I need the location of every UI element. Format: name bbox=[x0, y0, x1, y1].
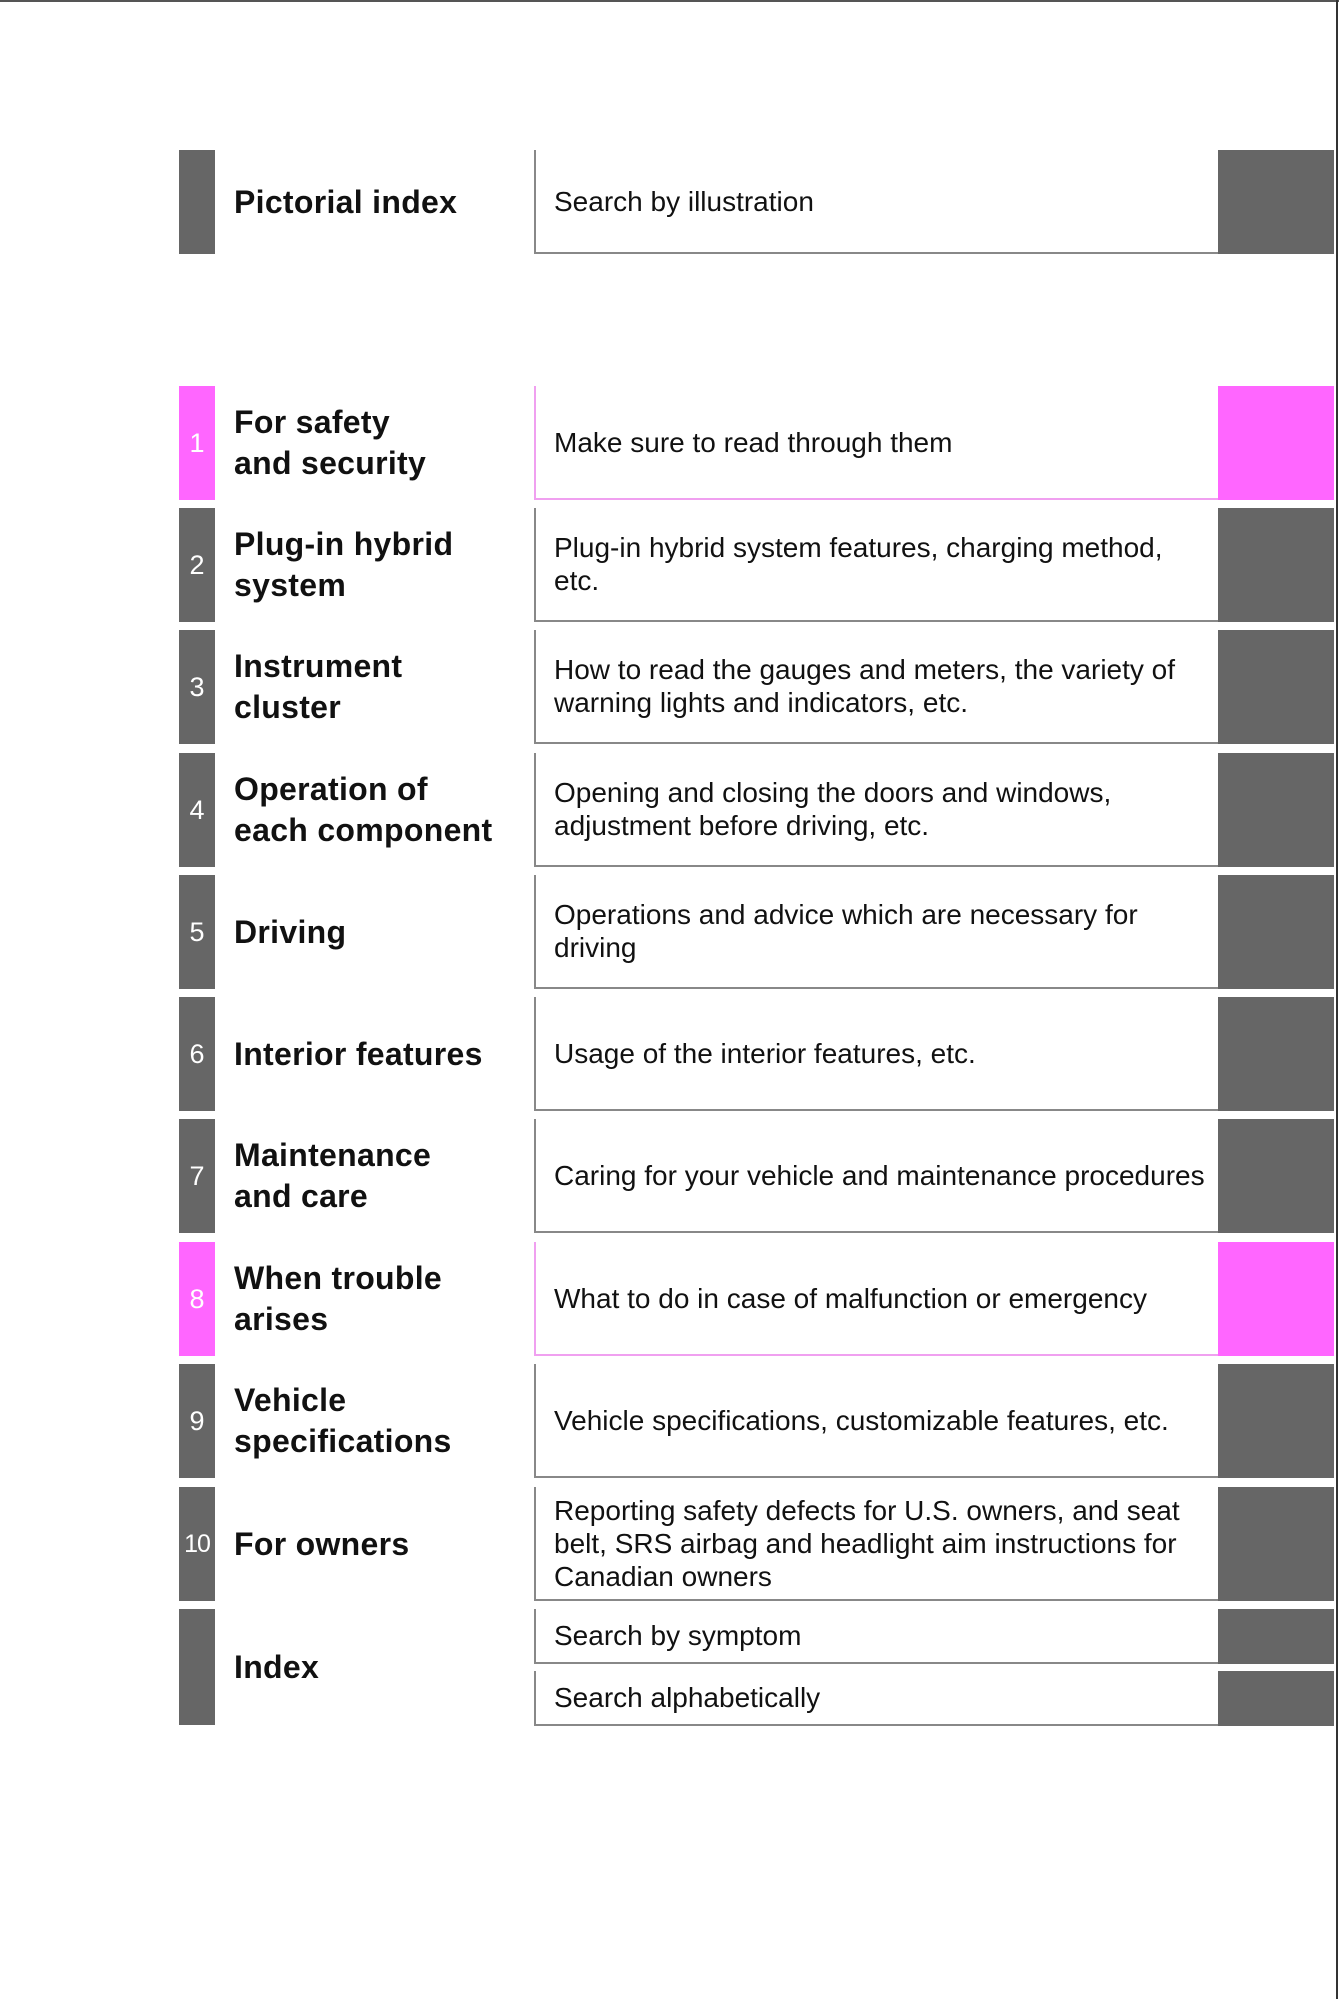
pictorial-title: Pictorial index bbox=[234, 183, 458, 220]
chapter-title: Operation of each component bbox=[234, 771, 493, 848]
chapter-edge-tab bbox=[1218, 386, 1334, 500]
chapter-number-tab: 9 bbox=[179, 1364, 215, 1478]
chapter-row-6[interactable] bbox=[0, 997, 1339, 1111]
index-title: Index bbox=[234, 1648, 320, 1685]
chapter-number-tab: 1 bbox=[179, 386, 215, 500]
chapter-title: Instrument cluster bbox=[234, 648, 403, 725]
chapter-row-9[interactable] bbox=[0, 1364, 1339, 1478]
index-item-label: Search alphabetically bbox=[534, 1671, 1218, 1726]
chapter-title: Driving bbox=[234, 913, 347, 950]
chapter-description: Reporting safety defects for U.S. owners, and seat belt, SRS airbag and headlight aim instructions for Canadian owners bbox=[534, 1487, 1218, 1601]
chapter-edge-tab bbox=[1218, 1487, 1334, 1601]
chapter-title: Maintenance and care bbox=[234, 1137, 432, 1214]
chapter-row-5[interactable] bbox=[0, 875, 1339, 989]
chapter-edge-tab bbox=[1218, 508, 1334, 622]
chapter-row-10[interactable] bbox=[0, 1487, 1339, 1601]
chapter-row-1[interactable] bbox=[0, 386, 1339, 500]
chapter-number-tab: 7 bbox=[179, 1119, 215, 1233]
chapter-number-tab: 8 bbox=[179, 1242, 215, 1356]
chapter-edge-tab bbox=[1218, 630, 1334, 744]
chapter-description: Opening and closing the doors and windows, adjustment before driving, etc. bbox=[534, 753, 1218, 867]
chapter-row-2[interactable] bbox=[0, 508, 1339, 622]
pictorial-tab-left bbox=[179, 150, 215, 254]
chapter-number-tab: 3 bbox=[179, 630, 215, 744]
chapter-edge-tab bbox=[1218, 1364, 1334, 1478]
chapter-title: For owners bbox=[234, 1525, 410, 1562]
chapter-row-7[interactable] bbox=[0, 1119, 1339, 1233]
chapter-description: How to read the gauges and meters, the variety of warning lights and indicators, etc. bbox=[534, 630, 1218, 744]
pictorial-index-row[interactable] bbox=[0, 150, 1339, 254]
chapter-row-3[interactable] bbox=[0, 630, 1339, 744]
page-top-rule bbox=[0, 0, 1339, 2]
index-item-symptom[interactable] bbox=[0, 1609, 1339, 1664]
chapter-title: Interior features bbox=[234, 1035, 483, 1072]
chapter-title: For safety and security bbox=[234, 404, 427, 481]
chapter-description: Usage of the interior features, etc. bbox=[534, 997, 1218, 1111]
chapter-title: Vehicle specifications bbox=[234, 1382, 452, 1459]
chapter-description: Make sure to read through them bbox=[534, 386, 1218, 500]
pictorial-tab-right bbox=[1218, 150, 1334, 254]
chapter-number-tab: 5 bbox=[179, 875, 215, 989]
chapter-description: Plug-in hybrid system features, charging method, etc. bbox=[534, 508, 1218, 622]
chapter-edge-tab bbox=[1218, 753, 1334, 867]
chapter-edge-tab bbox=[1218, 1119, 1334, 1233]
chapter-number-tab: 4 bbox=[179, 753, 215, 867]
index-item-edge-tab bbox=[1218, 1609, 1334, 1664]
chapter-description: Vehicle specifications, customizable features, etc. bbox=[534, 1364, 1218, 1478]
index-item-edge-tab bbox=[1218, 1671, 1334, 1726]
index-item-label: Search by symptom bbox=[534, 1609, 1218, 1664]
pictorial-description: Search by illustration bbox=[534, 150, 1218, 254]
chapter-edge-tab bbox=[1218, 997, 1334, 1111]
chapter-description: Operations and advice which are necessary for driving bbox=[534, 875, 1218, 989]
chapter-number-tab: 2 bbox=[179, 508, 215, 622]
chapter-edge-tab bbox=[1218, 875, 1334, 989]
chapter-description: Caring for your vehicle and maintenance procedures bbox=[534, 1119, 1218, 1233]
chapter-row-8[interactable] bbox=[0, 1242, 1339, 1356]
chapter-row-4[interactable] bbox=[0, 753, 1339, 867]
chapter-number-tab: 6 bbox=[179, 997, 215, 1111]
index-item-alphabetical[interactable] bbox=[0, 1671, 1339, 1726]
chapter-description: What to do in case of malfunction or emergency bbox=[534, 1242, 1218, 1356]
chapter-edge-tab bbox=[1218, 1242, 1334, 1356]
chapter-title: Plug-in hybrid system bbox=[234, 526, 454, 603]
chapter-title: When trouble arises bbox=[234, 1260, 443, 1337]
chapter-number-tab: 10 bbox=[179, 1487, 215, 1601]
